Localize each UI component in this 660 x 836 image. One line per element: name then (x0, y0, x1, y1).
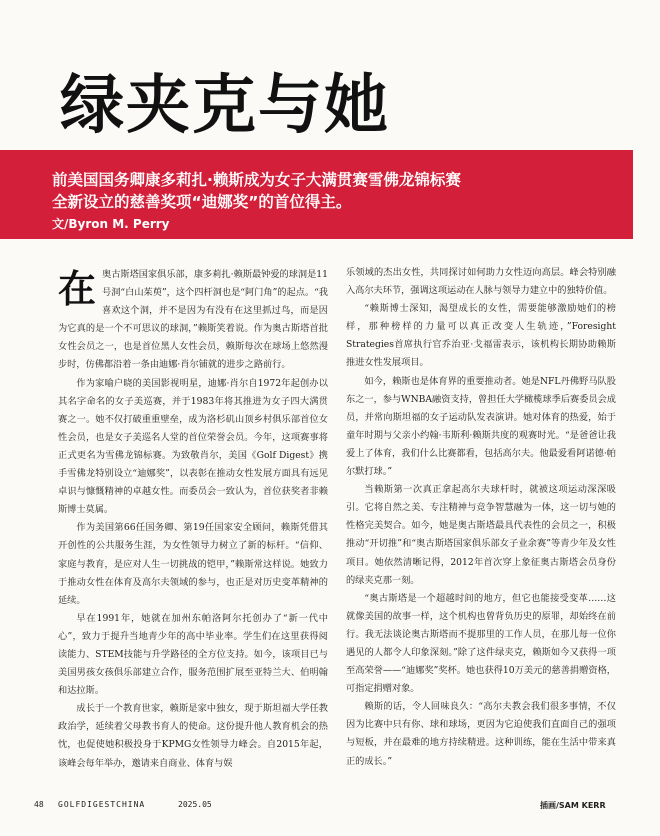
paragraph-1-text: 奥古斯塔国家俱乐部，康多莉扎·赖斯最钟爱的球洞是11号洞“白山茱萸”，这个四杆洞也是“阿门角”的起点。“我喜欢这个洞，并不是因为有没有在这里抓过鸟，而是因为它真的是一个不可思议的球洞，”赖斯笑着说。作为奥古斯塔首批女性会员之一，也是首位黑人女性会员，赖斯每次在球场上悠然漫步时，仿佛都沿着一条由迪娜·肖尔铺就的进步之路前行。 (58, 269, 328, 371)
paragraph-6: “赖斯博士深知，渴望成长的女性，需要能够激励她们的榜样，那种榜样的力量可以真正改变人生轨迹，”Foresight Strategies首席执行官乔治亚·戈福雷表示，该机构长期协助赖斯推进女性发展项目。 (346, 303, 616, 369)
illustration-credit: 插画/SAM KERR (540, 801, 606, 810)
paragraph-1 (58, 266, 328, 375)
paragraph-5: 成长于一个教育世家，赖斯是家中独女，现于斯坦福大学任教政治学，延续着父母教书育人的使命。这份提升他人教育机会的热忱，也促使她积极投身于KPMG女性领导力峰会。自2015年起，该峰会每年举办，邀请来自商业、体育与娱 (58, 703, 328, 769)
paragraph-4: 早在1991年，她就在加州东帕洛阿尔托创办了“新一代中心”，致力于提升当地青少年的高中毕业率。学生们在这里获得阅读能力、STEM技能与升学路径的全方位支持。如今，该项目已与美国男孩女孩俱乐部建立合作，服务范围扩展至亚特兰大、伯明翰和达拉斯。 (58, 612, 328, 697)
drop-cap: 在 (58, 267, 97, 311)
deck-line-2: 全新设立的慈善奖项“迪娜奖”的首位得主。 (52, 193, 352, 211)
paragraph-7: 如今，赖斯也是体育界的重要推动者。她是NFL丹佛野马队股东之一，参与WNBA融资支持，曾担任大学橄榄球季后赛委员会成员，并常向斯坦福的女子运动队发表演讲。她对体育的热爱，始于童年时期与父亲小约翰·韦斯利·赖斯共度的观赛时光。“是爸爸让我爱上了体育，我们什么比赛都看，包括高尔夫。他最爱看阿诺德·帕尔默打球。” (346, 375, 616, 478)
paragraph-10: 赖斯的话，令人回味良久：“高尔夫教会我们很多事情，不仅因为比赛中只有你、球和球场，更因为它迫使我们直面自己的强项与短板，并在最难的地方持续精进。这种训练，能在生活中带来真正的成长。” (346, 701, 616, 767)
issue-date: 2025.05 (178, 800, 212, 809)
paragraph-5-continued: 乐领域的杰出女性，共同探讨如何助力女性迈向高层。峰会特别融入高尔夫环节，强调这项运动在人脉与领导力建立中的独特价值。 (346, 267, 616, 297)
magazine-name: GOLFDIGESTCHINA (58, 800, 146, 809)
paragraph-9: “奥古斯塔是一个超越时间的地方，但它也能接受变革……这就像美国的故事一样，这个机构也曾背负历史的原罪，却始终在前行。我无法谈论奥古斯塔而不提那里的工作人员，在那儿每一位你遇见的人都令人印象深刻。”除了这件绿夹克，赖斯如今又获得一项至高荣誉——“迪娜奖”奖杯。她也获得10万美元的慈善捐赠资格，可指定捐赠对象。 (346, 592, 616, 695)
paragraph-8: 当赖斯第一次真正拿起高尔夫球杆时，就被这项运动深深吸引。它将自然之美、专注精神与竞争智慧融为一体，这一切与她的性格完美契合。如今，她是奥古斯塔最具代表性的会员之一，积极推动“开切推”和“奥古斯塔国家俱乐部女子业余赛”等青少年及女性项目。她依然清晰记得，2012年首次穿上象征奥古斯塔会员身份的绿夹克那一刻。 (346, 484, 616, 586)
page-number: 48 (34, 800, 44, 809)
deck-banner (0, 150, 633, 239)
right-column (346, 264, 616, 771)
byline: 文/Byron M. Perry (52, 217, 170, 231)
paragraph-2: 作为家喻户晓的美国影视明星，迪娜·肖尔自1972年起创办以其名字命名的女子美巡赛，并于1983年将其推进为女子四大满贯赛之一。她不仅打破重重壁垒，成为洛杉矶山顶乡村俱乐部首位女性会员，也是女子美巡名人堂的首位荣誉会员。今年，这项赛事将正式更名为雪佛龙锦标赛。为致敬肖尔，美国《Golf Digest》携手雪佛龙特别设立“迪娜奖”，以表彰在推动女性发展方面具有远见卓识与慷慨精神的卓越女性。而委员会一致认为，首位获奖者非赖斯博士莫属。 (58, 377, 328, 516)
deck-line-1: 前美国国务卿康多莉扎·赖斯成为女子大满贯赛雪佛龙锦标赛 (52, 171, 461, 189)
paragraph-3: 作为美国第66任国务卿、第19任国家安全顾问，赖斯凭借其开创性的公共服务生涯，为女性领导力树立了新的标杆。“信仰、家庭与教育，是应对人生一切挑战的铠甲，”赖斯常这样说。她致力于推动女性在体育及高尔夫领域的参与，也正是对历史变革精神的延续。 (58, 522, 328, 606)
left-column (58, 266, 328, 773)
article-title: 绿夹克与她 (60, 69, 390, 143)
